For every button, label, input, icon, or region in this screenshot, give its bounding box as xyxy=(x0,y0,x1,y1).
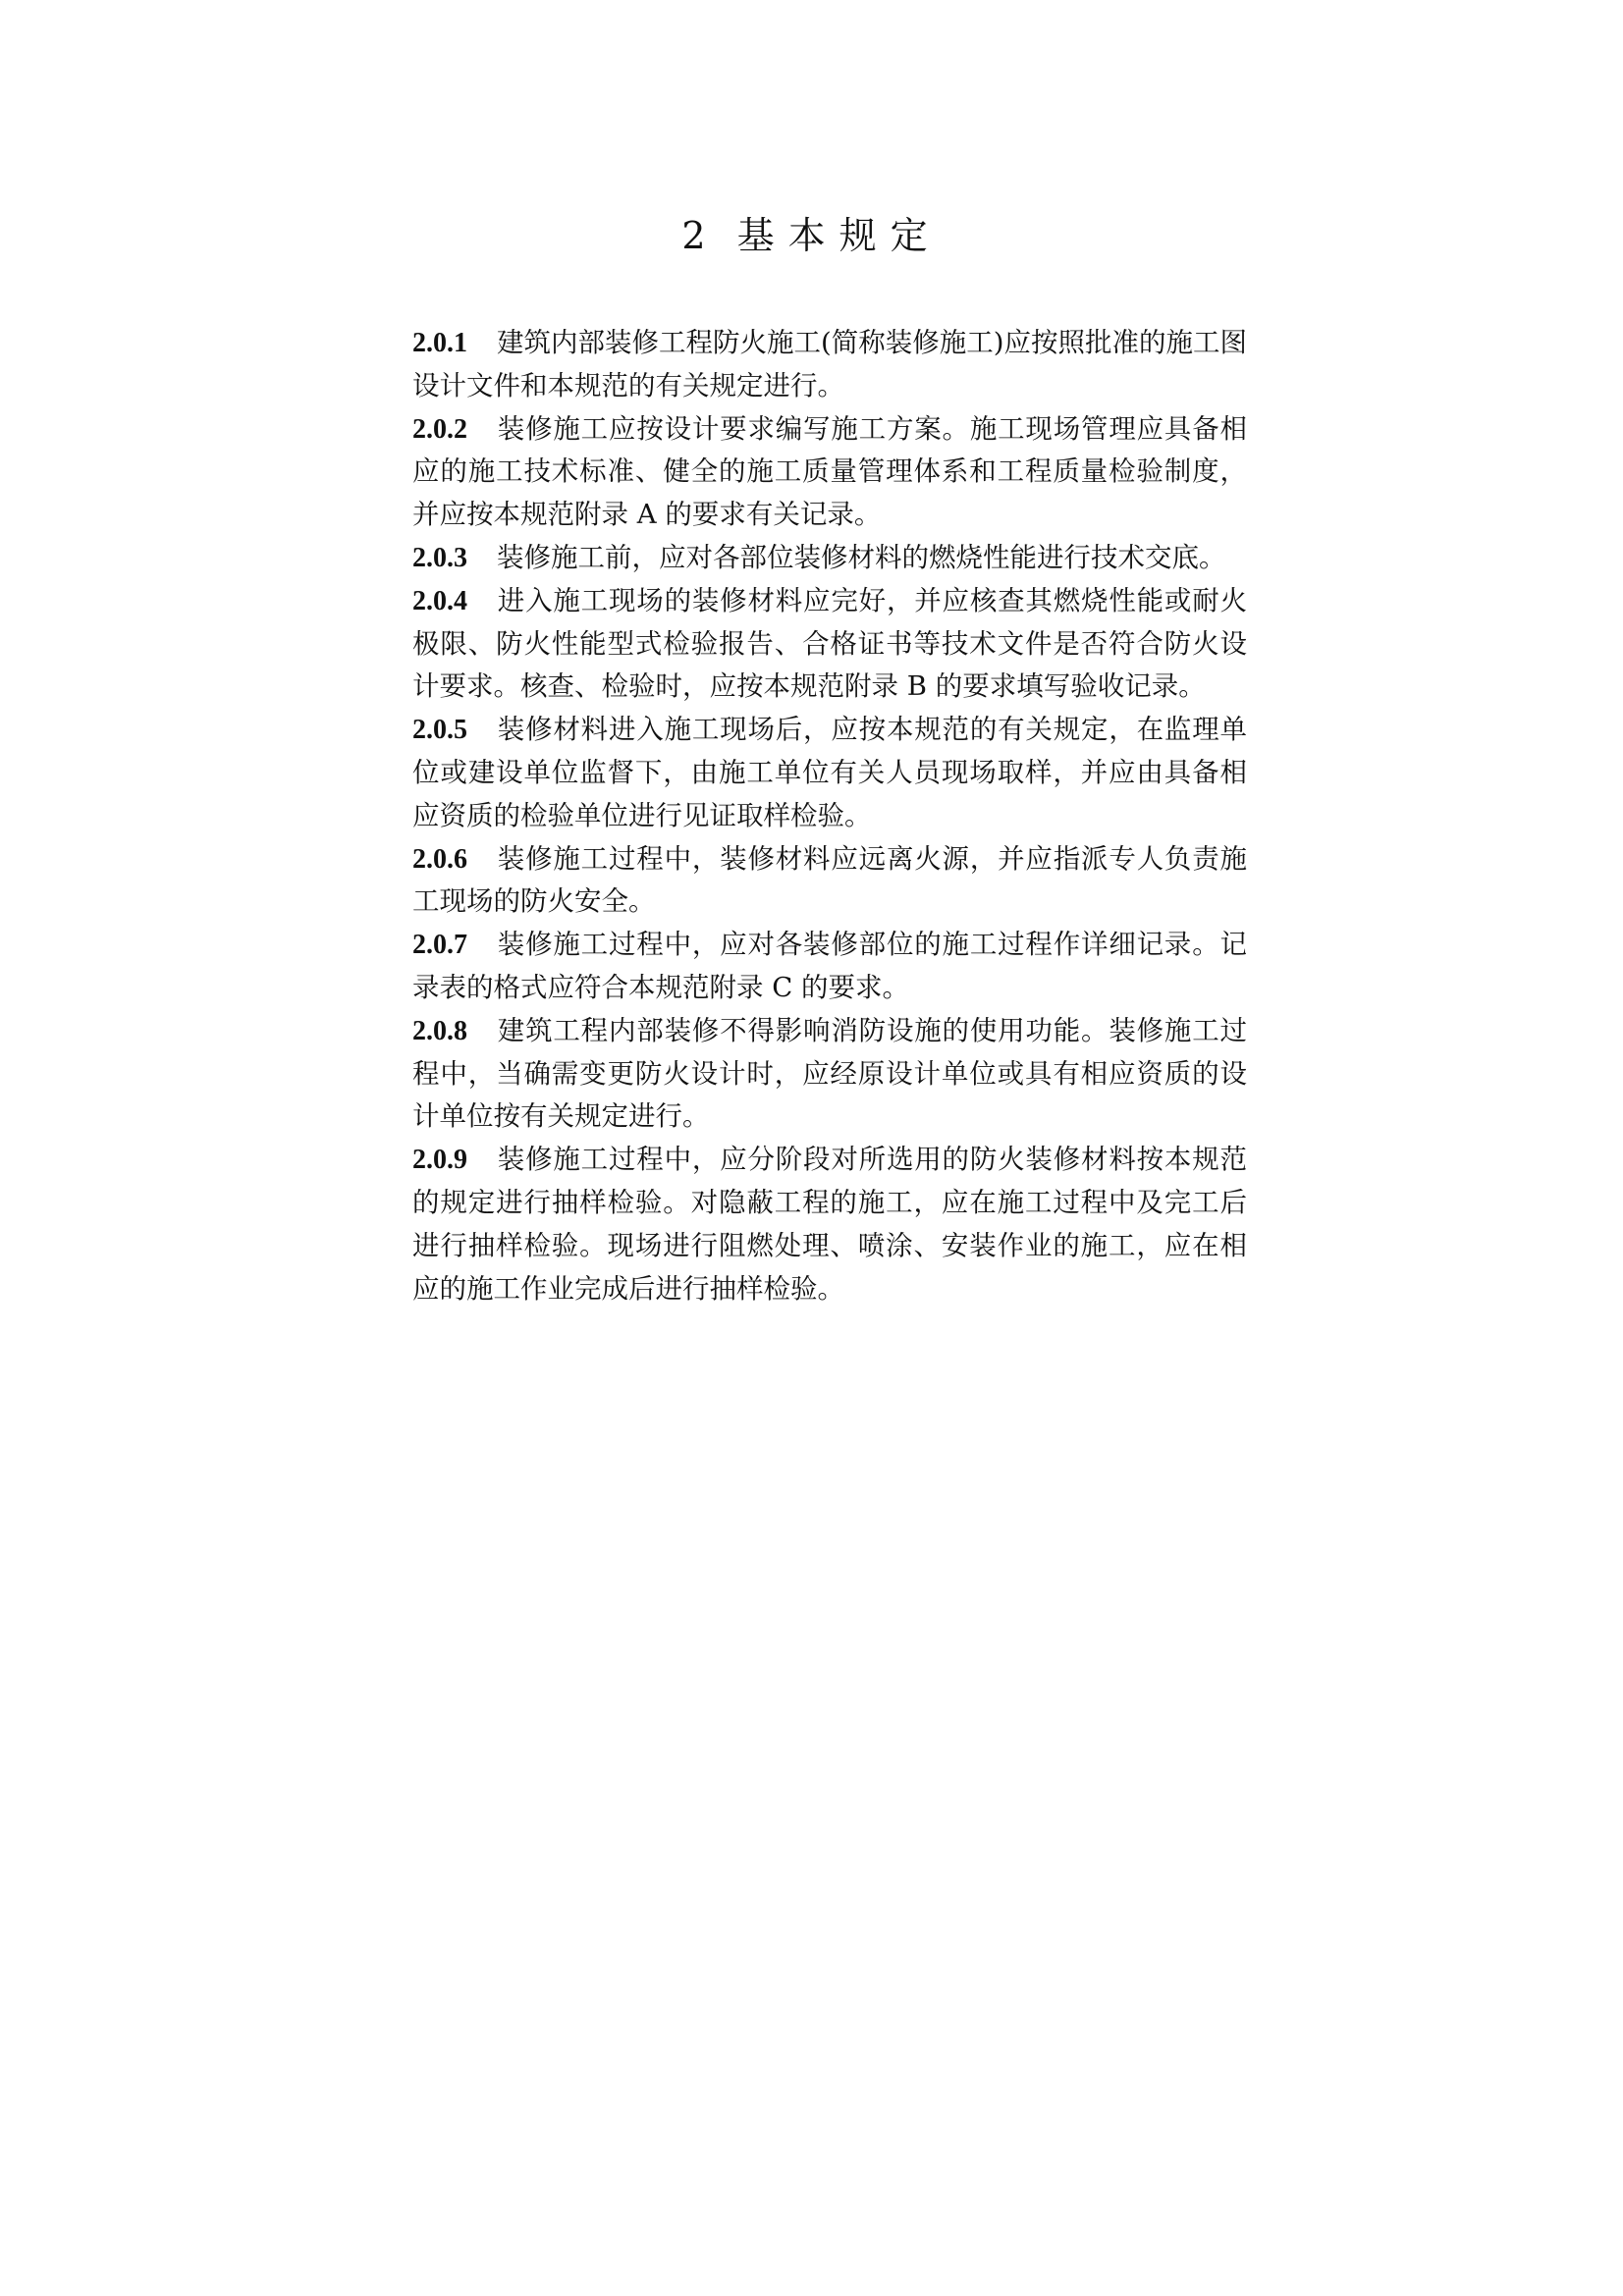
clause-text: 装修施工过程中，应分阶段对所选用的防火装修材料按本规范的规定进行抽样检验。对隐蔽工程的施工，应在施工过程中及完工后进行抽样检验。现场进行阻燃处理、喷涂、安装作业的施工，应在相应的施工作业完成后进行抽样检验。 xyxy=(412,1144,1247,1305)
clause-number: 2.0.1 xyxy=(412,328,467,358)
clause-number: 2.0.3 xyxy=(412,542,467,573)
clause-2-0-9 xyxy=(412,1139,1247,1310)
clause-number: 2.0.2 xyxy=(412,413,467,445)
clause-number: 2.0.6 xyxy=(412,843,467,875)
chapter-title xyxy=(0,208,1623,263)
clause-text: 装修施工应按设计要求编写施工方案。施工现场管理应具备相应的施工技术标准、健全的施工质量管理体系和工程质量检验制度，并应按本规范附录 A 的要求有关记录。 xyxy=(412,412,1247,531)
clause-2-0-8 xyxy=(412,1010,1247,1139)
clause-number: 2.0.9 xyxy=(412,1145,467,1176)
clause-number: 2.0.8 xyxy=(412,1015,467,1046)
clause-text: 进入施工现场的装修材料应完好，并应核查其燃烧性能或耐火极限、防火性能型式检验报告、合格证书等技术文件是否符合防火设计要求。核查、检验时，应按本规范附录 B 的要求填写验收记录。 xyxy=(412,584,1247,703)
clause-2-0-1 xyxy=(412,322,1247,408)
clause-number: 2.0.7 xyxy=(412,930,467,961)
clause-text: 建筑工程内部装修不得影响消防设施的使用功能。装修施工过程中，当确需变更防火设计时，应经原设计单位或具有相应资质的设计单位按有关规定进行。 xyxy=(412,1014,1247,1133)
clause-2-0-3 xyxy=(412,537,1247,580)
clause-number: 2.0.4 xyxy=(412,585,467,616)
clause-2-0-7 xyxy=(412,924,1247,1010)
clause-2-0-2 xyxy=(412,408,1247,537)
chapter-title-text: 基本规定 xyxy=(736,214,942,257)
clause-text: 装修施工前，应对各部位装修材料的燃烧性能进行技术交底。 xyxy=(497,541,1226,573)
clause-list xyxy=(412,322,1247,1310)
clause-text: 装修施工过程中，装修材料应远离火源，并应指派专人负责施工现场的防火安全。 xyxy=(412,842,1247,918)
clause-text: 装修施工过程中，应对各装修部位的施工过程作详细记录。记录表的格式应符合本规范附录 C 的要求。 xyxy=(412,929,1247,1003)
clause-number: 2.0.5 xyxy=(412,715,467,746)
chapter-number: 2 xyxy=(681,214,720,257)
clause-2-0-4 xyxy=(412,580,1247,709)
clause-text: 装修材料进入施工现场后，应按本规范的有关规定，在监理单位或建设单位监督下，由施工单位有关人员现场取样，并应由具备相应资质的检验单位进行见证取样检验。 xyxy=(412,714,1247,831)
clause-2-0-5 xyxy=(412,709,1247,837)
clause-2-0-6 xyxy=(412,838,1247,925)
clause-text: 建筑内部装修工程防火施工(简称装修施工)应按照批准的施工图设计文件和本规范的有关规定进行。 xyxy=(412,327,1247,401)
